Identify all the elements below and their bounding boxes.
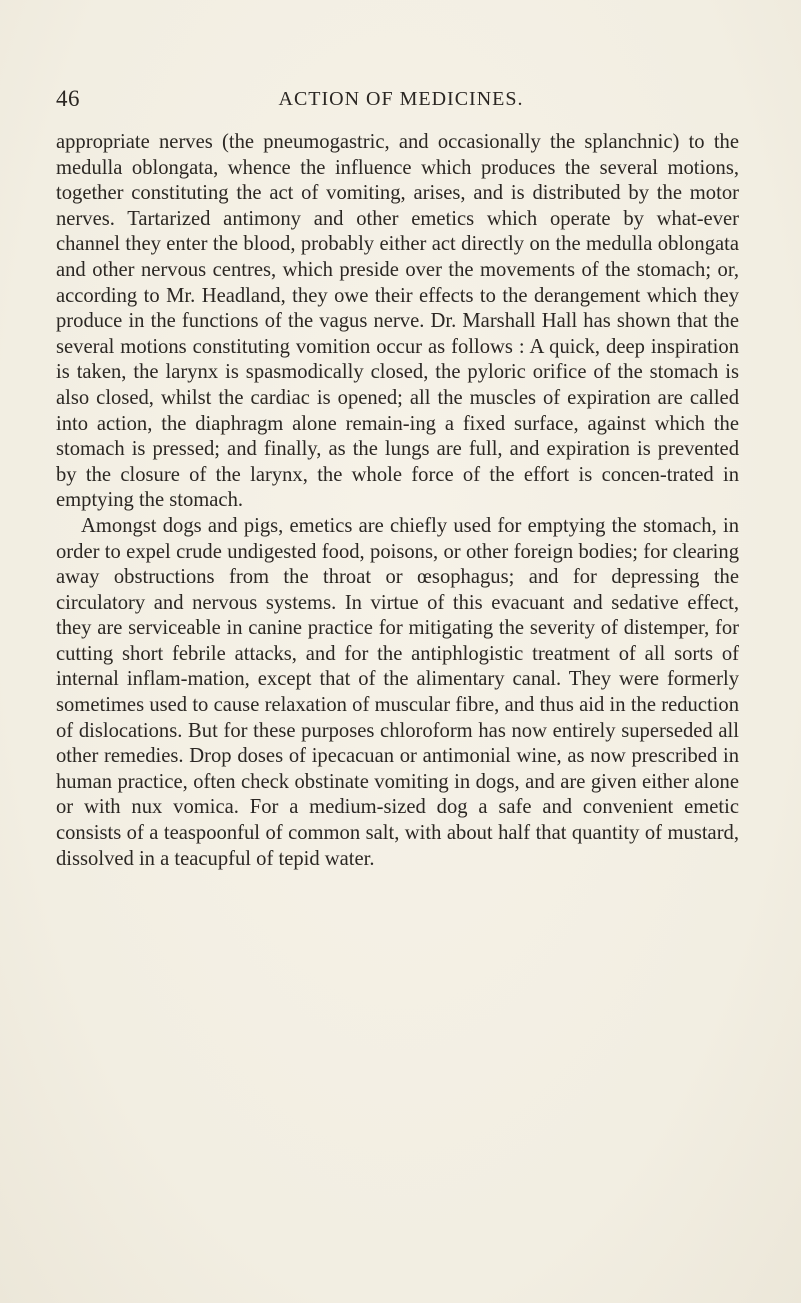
page-header — [56, 86, 736, 116]
body-text — [56, 130, 739, 872]
paragraph-continuation: appropriate nerves (the pneumogastric, and occasionally the splanchnic) to the medulla oblongata, whence the influence which produces the several motions, together constituting the act of vomiting, arises, and is distributed by the motor nerves. Tartarized antimony and other emetics which operate by what-ever channel they enter the blood, probably either act directly on the medulla oblongata and other nervous centres, which preside over the movements of the stomach; or, according to Mr. Headland, they owe their effects to the derangement which they produce in the functions of the vagus nerve. Dr. Marshall Hall has shown that the several motions constituting vomition occur as follows : A quick, deep inspiration is taken, the larynx is spasmodically closed, the pyloric orifice of the stomach is also closed, whilst the cardiac is opened; all the muscles of expiration are called into action, the diaphragm alone remain-ing a fixed surface, against which the stomach is pressed; and finally, as the lungs are full, and expiration is prevented by the closure of the larynx, the whole force of the effort is concen-trated in emptying the stomach. — [56, 131, 739, 512]
page-number: 46 — [56, 86, 80, 111]
running-head: ACTION OF MEDICINES. — [278, 88, 524, 110]
paragraph-emetics-dogs-pigs: Amongst dogs and pigs, emetics are chiefly used for emptying the stomach, in order to expel crude undigested food, poisons, or other foreign bodies; for clearing away obstructions from the throat or œsophagus; and for depressing the circulatory and nervous systems. In virtue of this evacuant and sedative effect, they are serviceable in canine practice for mitigating the severity of distemper, for cutting short febrile attacks, and for the antiphlogistic treatment of all sorts of internal inflam-mation, except that of the alimentary canal. They were formerly sometimes used to cause relaxation of muscular fibre, and thus aid in the reduction of dislocations. But for these purposes chloroform has now entirely superseded all other remedies. Drop doses of ipecacuan or antimonial wine, as now prescribed in human practice, often check obstinate vomiting in dogs, and are given either alone or with nux vomica. For a medium-sized dog a safe and convenient emetic consists of a teaspoonful of common salt, with about half that quantity of mustard, dissolved in a teacupful of tepid water. — [56, 514, 739, 870]
